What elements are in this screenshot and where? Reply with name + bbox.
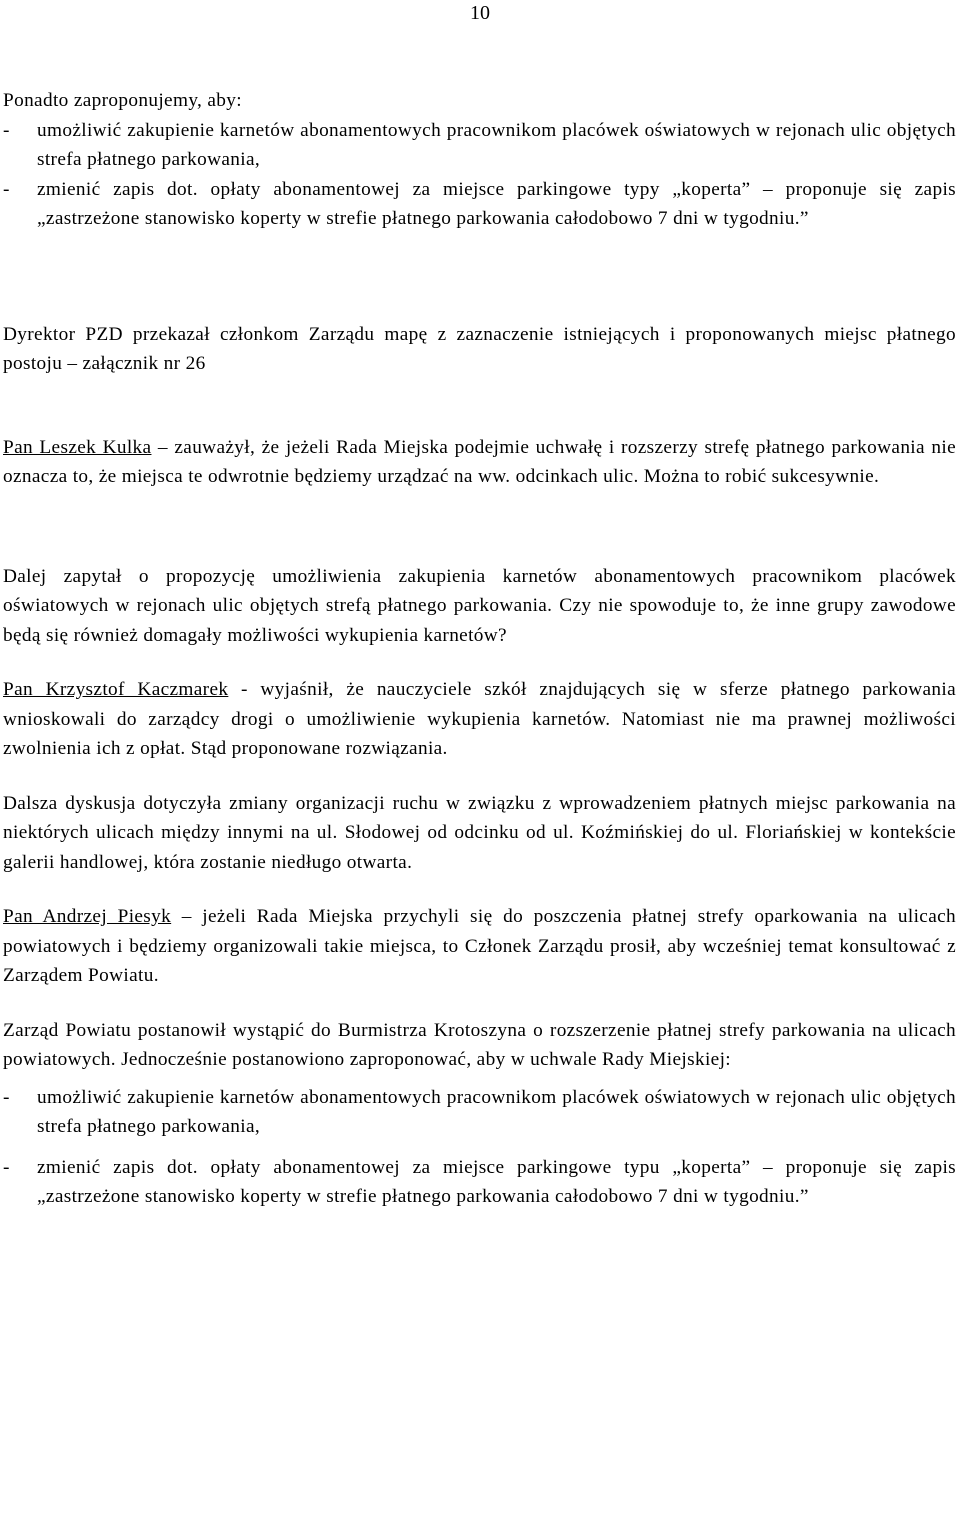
document-body [3, 86, 956, 1212]
paragraph-dyrektor: Dyrektor PZD przekazał członkom Zarządu mapę z zaznaczenie istniejących i proponowanych miejsc płatnego postoju – załącznik nr 26 [3, 323, 956, 374]
list-item-text: umożliwić zakupienie karnetów abonamentowych pracownikom placówek oświatowych w rejonach ulic objętych strefa płatnego parkowania, [37, 1086, 956, 1137]
list-dash: - [3, 1156, 10, 1178]
list-item [3, 1153, 956, 1212]
list-item [3, 116, 956, 175]
paragraph-kaczmarek [3, 675, 956, 764]
speaker-name: Pan Krzysztof Kaczmarek [3, 679, 229, 700]
list-dash: - [3, 1086, 10, 1108]
intro-paragraph: Ponadto zaproponujemy, aby: [3, 90, 242, 111]
list-dash: - [3, 119, 10, 141]
paragraph-dalej: Dalej zapytał o propozycję umożliwienia zakupienia karnetów abonamentowych pracownikom placówek oświatowych w rejonach ulic objętych strefą płatnego parkowania. Czy nie spowoduje to, że inne grupy zawodowe będą się również domagały możliwości wykupienia karnetów? [3, 565, 956, 646]
paragraph-text: – jeżeli Rada Miejska przychyli się do poszczenia płatnej strefy oparkowania na ulicach powiatowych i będziemy organizowali takie miejsca, to Członek Zarządu prosił, aby wcześniej temat konsultować z Zarządem Powiatu. [3, 906, 957, 986]
proposal-list-2 [3, 1083, 956, 1212]
paragraph-text: - wyjaśnił, że nauczyciele szkół znajdujących się w sferze płatnego parkowania wnioskowali do zarządcy drogi o umożliwienie wykupienia karnetów. Natomiast nie ma prawnej możliwości zwolnienia ich z opłat. Stąd proponowane rozwiązania. [3, 679, 956, 759]
paragraph-piesyk [3, 902, 956, 991]
paragraph-zarzad: Zarząd Powiatu postanowił wystąpić do Burmistrza Krotoszyna o rozszerzenie płatnej strefy parkowania na ulicach powiatowych. Jednocześnie postanowiono zaproponować, aby w uchwale Rady Miejskiej: [3, 1019, 956, 1070]
paragraph-text: – zauważył, że jeżeli Rada Miejska podejmie uchwałę i rozszerzy strefę płatnego parkowania nie oznacza to, że miejsca te odwrotnie będziemy urządzać na ww. odcinkach ulic. Można to robić sukcesywnie. [3, 436, 956, 487]
list-item-text: zmienić zapis dot. opłaty abonamentowej za miejsce parkingowe typy „koperta” – proponuje się zapis „zastrzeżone stanowisko koperty w strefie płatnego parkowania całodobowo 7 dni w tygodniu.” [37, 178, 956, 229]
paragraph-kulka [3, 433, 956, 492]
speaker-name: Pan Leszek Kulka [3, 436, 152, 458]
list-item-text: zmienić zapis dot. opłaty abonamentowej za miejsce parkingowe typu „koperta” – proponuje się zapis „zastrzeżone stanowisko koperty w strefie płatnego parkowania całodobowo 7 dni w tygodniu.” [37, 1156, 956, 1207]
list-item-text: umożliwić zakupienie karnetów abonamentowych pracownikom placówek oświatowych w rejonach ulic objętych strefa płatnego parkowania, [37, 119, 956, 170]
page-number: 10 [470, 2, 490, 24]
list-item [3, 175, 956, 234]
list-dash: - [3, 178, 10, 200]
paragraph-dyskusja: Dalsza dyskusja dotyczyła zmiany organizacji ruchu w związku z wprowadzeniem płatnych miejsc parkowania na niektórych ulicach między innymi na ul. Słodowej od odcinku od ul. Koźmińskiej do ul. Floriańskiej w kontekście galerii handlowej, która zostanie niedługo otwarta. [3, 792, 956, 873]
list-item [3, 1083, 956, 1142]
proposal-list-1 [3, 116, 956, 234]
speaker-name: Pan Andrzej Piesyk [3, 906, 172, 927]
